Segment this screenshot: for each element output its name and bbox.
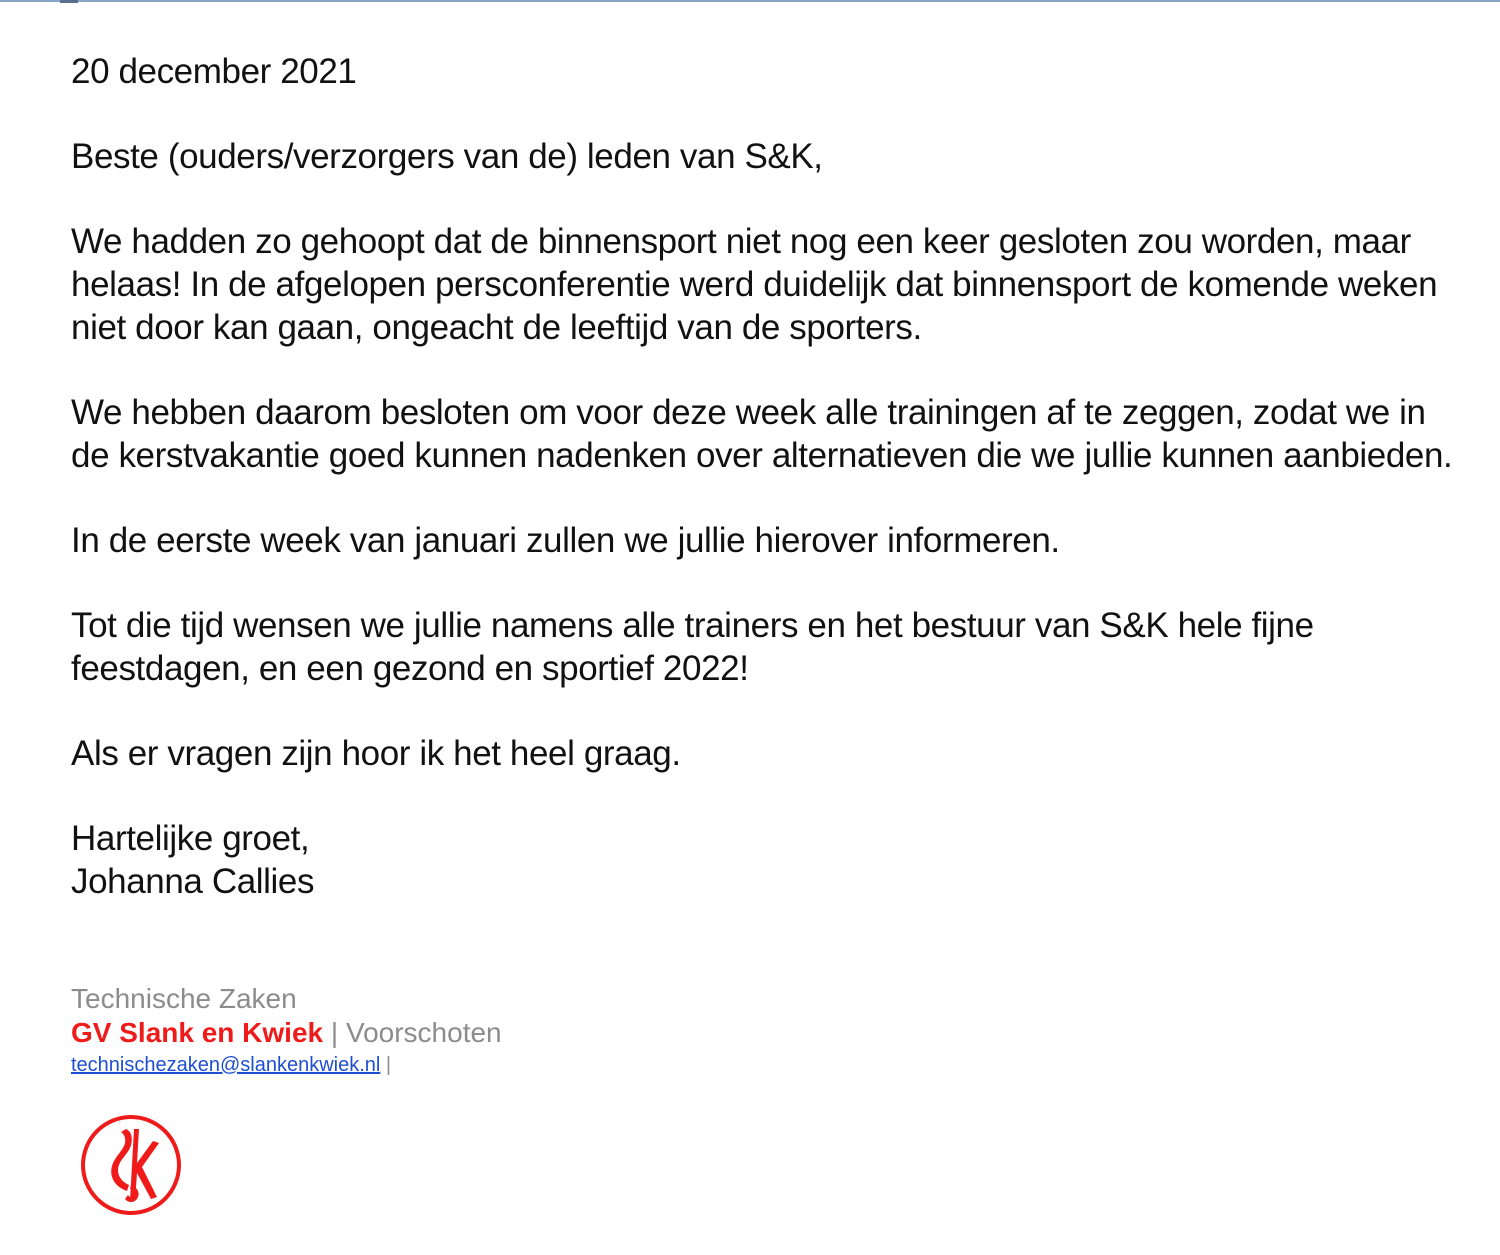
logo-monogram [111,1129,159,1202]
signature-department: Technische Zaken [71,983,297,1014]
signature-org-line [71,1016,871,1050]
paragraph-5: Als er vragen zijn hoor ik het heel graag. [71,734,681,773]
signature-location: Voorschoten [345,1017,502,1048]
signature-organization: GV Slank en Kwiek [71,1017,324,1048]
top-border [0,0,1500,2]
email-signature [71,982,871,1078]
paragraph-1: We hadden zo gehoopt dat de binnensport niet nog een keer gesloten zou worden, maar helaas! In de afgelopen persconferentie werd duidelijk dat binnensport de komende weken niet door kan gaan, ongeacht de leeftijd van de sporters. [71,222,1438,347]
signature-email-line [71,1052,871,1078]
signature-email-link[interactable]: technischezaken@slankenkwiek.nl [71,1054,381,1076]
paragraph-3: In de eerste week van januari zullen we jullie hierover informeren. [71,521,1060,560]
letter-salutation: Beste (ouders/verzorgers van de) leden van S&K, [71,137,823,176]
signature-separator: | [330,1017,339,1048]
letter-date: 20 december 2021 [71,52,357,91]
sk-club-logo-icon [79,1113,183,1217]
letter-closing: Hartelijke groet, [71,819,310,858]
signature-email-separator: | [385,1054,392,1076]
letter-body [71,50,1471,903]
top-border-mark [60,0,78,3]
letter-sender: Johanna Callies [71,862,315,901]
paragraph-4: Tot die tijd wensen we jullie namens alle trainers en het bestuur van S&K hele fijne feestdagen, en een gezond en sportief 2022! [71,606,1314,688]
paragraph-2: We hebben daarom besloten om voor deze week alle trainingen af te zeggen, zodat we in de kerstvakantie goed kunnen nadenken over alternatieven die we jullie kunnen aanbieden. [71,393,1453,475]
